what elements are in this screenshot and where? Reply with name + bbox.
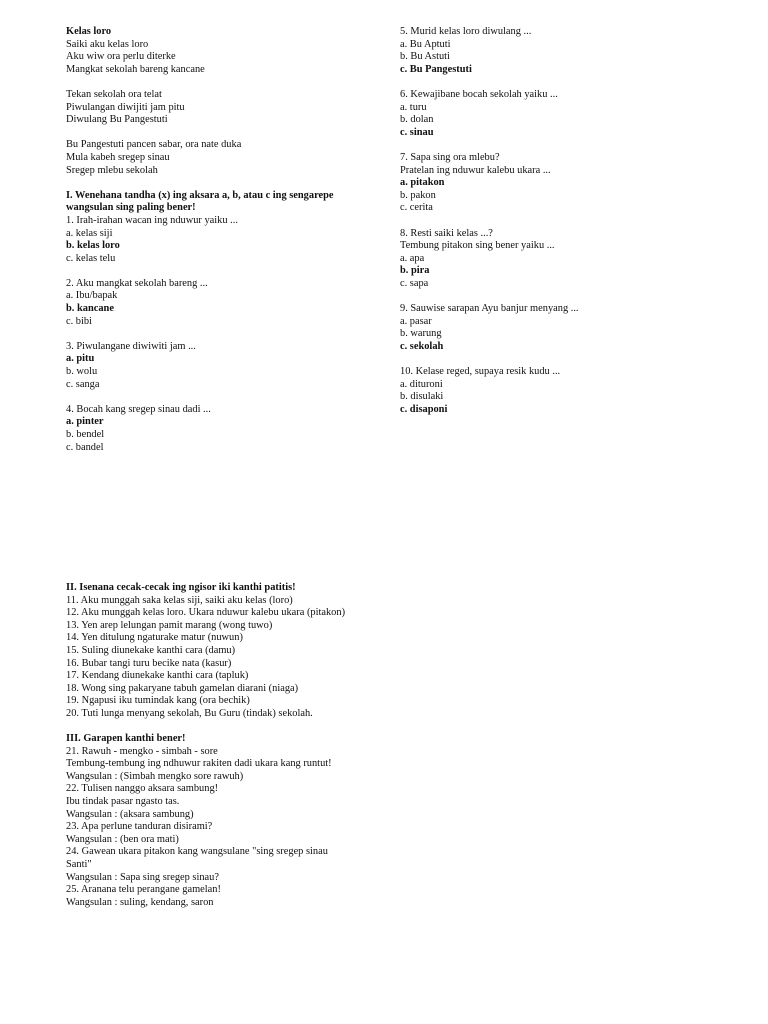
option-b: b. Bu Astuti	[400, 51, 450, 63]
essay-line: 21. Rawuh - mengko - simbah - sore	[66, 745, 218, 757]
question-6	[400, 89, 700, 139]
option-a: a. apa	[400, 252, 425, 264]
fill-item: 12. Aku munggah kelas loro. Ukara nduwur kalebu ukara (pitakon)	[66, 607, 346, 619]
section-1-instruction: I. Wenehana tandha (x) ing aksara a, b, atau c ing sengarepe wangsulan sing paling bener!	[66, 189, 334, 214]
option-b: b. pakon	[400, 189, 436, 201]
option-c-answer: c. sinau	[400, 126, 434, 138]
reading-line: Sregep mlebu sekolah	[66, 164, 158, 176]
option-c-answer: c. Bu Pangestuti	[400, 63, 472, 75]
question-8	[400, 228, 700, 291]
option-a: a. turu	[400, 101, 427, 113]
question-text: 6. Kewajibane bocah sekolah yaiku ...	[400, 88, 558, 100]
question-text: 1. Irah-irahan wacan ing nduwur yaiku ...	[66, 214, 238, 226]
reading-line: Aku wiw ora perlu diterke	[66, 51, 176, 63]
section-2	[66, 582, 376, 721]
question-5	[400, 26, 700, 76]
question-text: 4. Bocah kang sregep sinau dadi ...	[66, 403, 211, 415]
option-b: b. warung	[400, 328, 442, 340]
essay-line: Wangsulan : (ben ora mati)	[66, 833, 179, 845]
fill-item: 18. Wong sing pakaryane tabuh gamelan diarani (niaga)	[66, 682, 299, 694]
option-c-answer: c. disaponi	[400, 403, 448, 415]
reading-line: Tekan sekolah ora telat	[66, 88, 162, 100]
option-c-answer: c. sekolah	[400, 340, 444, 352]
essay-line: 22. Tulisen nanggo aksara sambung!	[66, 783, 219, 795]
option-b: b. disulaki	[400, 391, 444, 403]
essay-line: 24. Gawean ukara pitakon kang wangsulane "sing sregep sinau Santi"	[66, 846, 328, 870]
option-a: a. kelas siji	[66, 227, 113, 239]
question-text: 10. Kelase reged, supaya resik kudu ...	[400, 366, 561, 378]
fill-item: 11. Aku munggah saka kelas siji, saiki aku kelas (loro)	[66, 594, 293, 606]
option-c: c. kelas telu	[66, 252, 116, 264]
option-b-answer: b. kancane	[66, 303, 114, 315]
question-7	[400, 152, 700, 215]
option-c: c. sanga	[66, 378, 100, 390]
option-c: c. cerita	[400, 202, 433, 214]
reading-line: Mula kabeh sregep sinau	[66, 151, 170, 163]
option-b: b. dolan	[400, 114, 434, 126]
question-3	[66, 341, 376, 391]
fill-item: 14. Yen ditulung ngaturake matur (nuwun)	[66, 632, 243, 644]
question-9	[400, 303, 700, 353]
essay-line: Wangsulan : suling, kendang, saron	[66, 896, 214, 908]
question-text: 7. Sapa sing ora mlebu?	[400, 151, 500, 163]
question-4	[66, 404, 376, 454]
option-c: c. sapa	[400, 277, 429, 289]
reading-line: Piwulangan diwijiti jam pitu	[66, 101, 185, 113]
question-text: 9. Sauwise sarapan Ayu banjur menyang ...	[400, 303, 579, 315]
question-10	[400, 366, 700, 416]
reading-line: Diwulang Bu Pangestuti	[66, 114, 168, 126]
fill-item: 19. Ngapusi iku tumindak kang (ora bechik)	[66, 695, 250, 707]
essay-line: Wangsulan : (aksara sambung)	[66, 808, 194, 820]
option-a: a. Bu Aptuti	[400, 38, 451, 50]
fill-item: 17. Kendang diunekake kanthi cara (tapluk)	[66, 670, 249, 682]
essay-line: 23. Apa perlune tanduran disirami?	[66, 821, 213, 833]
option-c: c. bibi	[66, 315, 92, 327]
option-c: c. bandel	[66, 441, 104, 453]
question-text: 3. Piwulangane diwiwiti jam ...	[66, 340, 196, 352]
fill-item: 20. Tuti lunga menyang sekolah, Bu Guru (tindak) sekolah.	[66, 707, 313, 719]
question-text-2: Tembung pitakon sing bener yaiku ...	[400, 240, 555, 252]
reading-line: Saiki aku kelas loro	[66, 38, 149, 50]
option-a: a. pasar	[400, 315, 432, 327]
option-a: a. dituroni	[400, 378, 443, 390]
option-b-answer: b. pira	[400, 265, 430, 277]
option-b-answer: b. kelas loro	[66, 240, 120, 252]
question-text: 8. Resti saiki kelas ...?	[400, 227, 493, 239]
question-text: 2. Aku mangkat sekolah bareng ...	[66, 277, 208, 289]
question-1	[66, 215, 376, 265]
essay-line: Wangsulan : Sapa sing sregep sinau?	[66, 871, 219, 883]
essay-line: Tembung-tembung ing ndhuwur rakiten dadi ukara kang runtut!	[66, 758, 332, 770]
essay-line: 25. Aranana telu perangane gamelan!	[66, 884, 221, 896]
section-3-instruction: III. Garapen kanthi bener!	[66, 733, 186, 744]
fill-item: 15. Suling diunekake kanthi cara (damu)	[66, 644, 236, 656]
question-text: 5. Murid kelas loro diwulang ...	[400, 26, 532, 37]
fill-item: 13. Yen arep lelungan pamit marang (wong tuwo)	[66, 619, 273, 631]
option-a: a. Ibu/bapak	[66, 290, 118, 302]
question-2	[66, 278, 376, 328]
section-2-instruction: II. Isenana cecak-cecak ing ngisor iki kanthi patitis!	[66, 582, 296, 593]
option-a-answer: a. pitakon	[400, 177, 445, 189]
right-column	[400, 26, 700, 416]
fill-item: 16. Bubar tangi turu becike nata (kasur)	[66, 657, 232, 669]
section-3	[66, 733, 376, 909]
question-text-2: Pratelan ing nduwur kalebu ukara ...	[400, 164, 551, 176]
essay-line: Wangsulan : (Simbah mengko sore rawuh)	[66, 770, 244, 782]
option-a-answer: a. pitu	[66, 353, 95, 365]
option-b: b. wolu	[66, 366, 98, 378]
reading-line: Mangkat sekolah bareng kancane	[66, 63, 205, 75]
left-column	[66, 26, 376, 454]
option-b: b. bendel	[66, 429, 105, 440]
reading-title: Kelas loro	[66, 26, 112, 37]
essay-line: Ibu tindak pasar ngasto tas.	[66, 795, 180, 807]
option-a-answer: a. pinter	[66, 416, 104, 428]
reading-line: Bu Pangestuti pancen sabar, ora nate duka	[66, 139, 242, 151]
